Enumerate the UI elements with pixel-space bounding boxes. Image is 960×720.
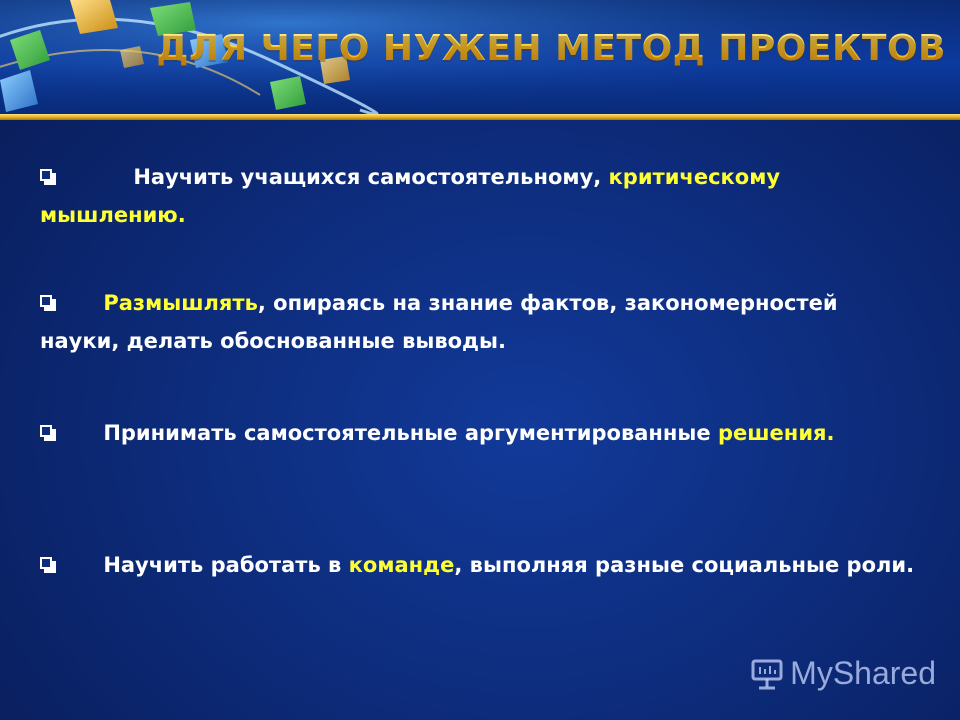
bullet-3-highlight: решения. [717,421,835,445]
header-underline [0,114,960,120]
bullet-item-3 [40,414,920,452]
bullet-4-text-a: Научить работать в [103,553,349,577]
bullet-item-4 [40,546,920,584]
checkbox-bullet-icon [40,169,56,185]
slide-title: ДЛЯ ЧЕГО НУЖЕН МЕТОД ПРОЕКТОВ [156,28,946,69]
watermark [750,655,936,692]
bullet-item-1 [40,158,920,234]
bullet-1-highlight-b: мышлению. [40,203,186,227]
checkbox-bullet-icon [40,557,56,573]
bullet-4-text-b: , выполняя разные социальные роли. [454,553,915,577]
presentation-board-icon [750,657,784,691]
checkbox-bullet-icon [40,425,56,441]
bullet-1-highlight-a: критическому [608,165,781,189]
bullet-2-highlight: Размышлять [103,291,258,315]
bullet-1-text-a: Научить учащихся самостоятельному, [133,165,609,189]
bullet-2-text: , опираясь на знание фактов, закономерностей науки, делать обоснованные выводы. [40,291,838,353]
watermark-text: MyShared [790,655,936,691]
checkbox-bullet-icon [40,295,56,311]
bullet-4-highlight: команде [348,553,455,577]
header-banner [0,0,960,114]
bullet-3-text: Принимать самостоятельные аргументированные [103,421,718,445]
bullet-item-2 [40,284,920,360]
